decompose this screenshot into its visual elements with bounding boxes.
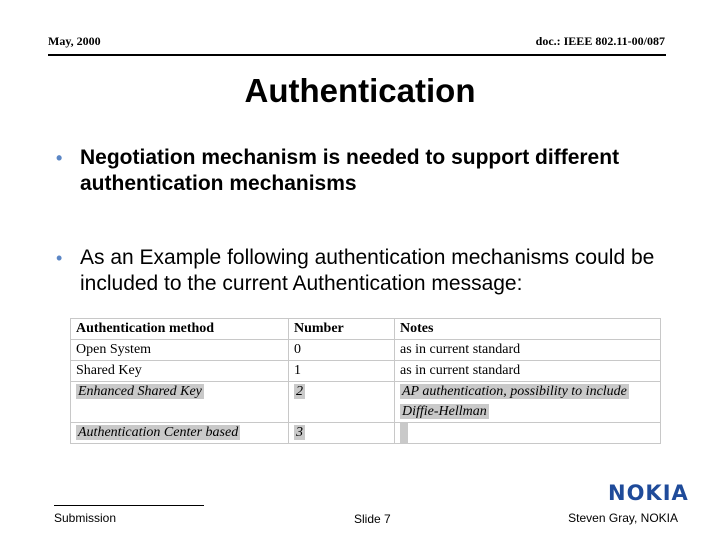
bullet-dot-icon: • [56,248,63,268]
header-divider [48,54,666,56]
table-header-row [71,319,661,340]
header-doc-id: doc.: IEEE 802.11-00/087 [535,34,665,48]
footer-submission: Submission [54,511,117,525]
table-cell-method: Shared Key [71,361,289,382]
highlighted-text: 3 [296,425,303,440]
footer-divider [54,505,204,506]
highlighted-text: 2 [296,384,303,399]
column-header-method: Authentication method [71,319,289,340]
table-cell-notes: as in current standard [395,361,661,382]
table-cell-number: 1 [289,361,395,382]
table-row [71,361,661,382]
slide-title: Authentication [244,72,476,109]
table-cell-number: 0 [289,340,395,361]
highlighted-text: Authentication Center based [78,425,239,440]
bullet-item-1 [56,145,696,197]
highlighted-text: AP authentication, possibility to include [402,384,627,399]
column-header-number: Number [289,319,395,340]
footer-author: Steven Gray, NOKIA [568,511,678,525]
bullet-text: Negotiation mechanism is needed to support different authentication mechanisms [80,146,620,195]
column-header-notes: Notes [395,319,661,340]
highlighted-text: Enhanced Shared Key [78,384,202,399]
table-cell-notes [395,423,661,444]
authentication-methods-table [70,318,661,444]
table-row [71,382,661,423]
bullet-item-2 [56,245,696,297]
bullet-text: As an Example following authentication mechanisms could be included to the current Authentication message: [80,246,655,295]
table-cell-number [289,382,395,423]
table-row [71,340,661,361]
footer-slide-number: Slide 7 [354,512,391,526]
header-date: May, 2000 [48,34,101,48]
table-cell-number [289,423,395,444]
table-cell-notes [395,382,661,423]
table-cell-notes: as in current standard [395,340,661,361]
table-cell-method [71,382,289,423]
table-row [71,423,661,444]
bullet-dot-icon: • [56,148,63,168]
highlighted-text: Diffie-Hellman [402,404,487,419]
table-cell-method: Open System [71,340,289,361]
nokia-logo: NOKIA [608,481,689,505]
table-cell-method [71,423,289,444]
highlight-marker [400,423,408,443]
